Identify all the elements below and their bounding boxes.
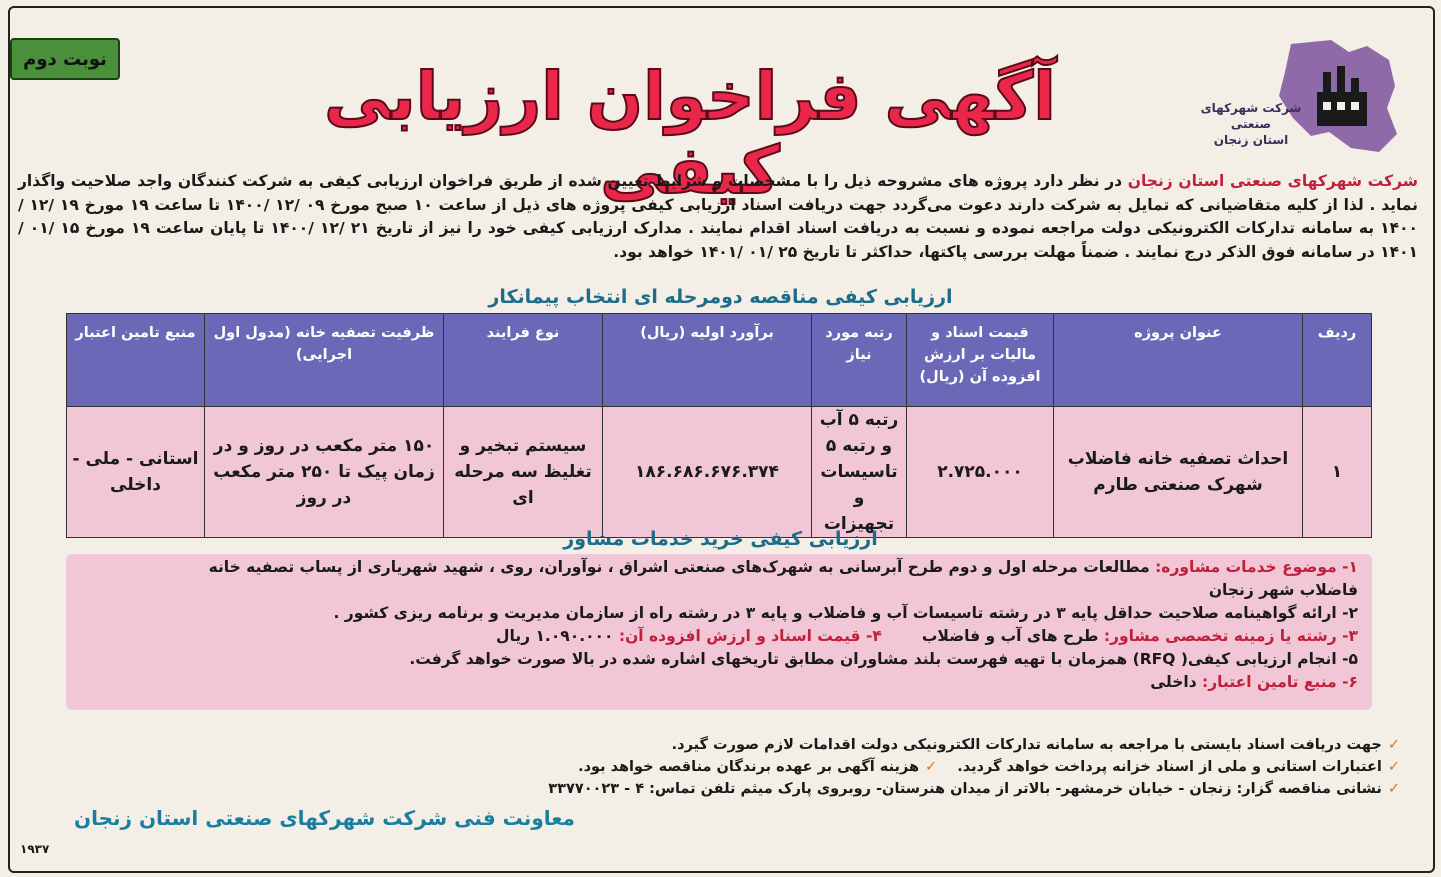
cell-plant-capacity: ۱۵۰ متر مکعب در روز و در زمان پیک تا ۲۵۰ متر مکعب در روز <box>205 407 444 538</box>
ad-title: آگهی فراخوان ارزیابی کیفی <box>324 58 1056 209</box>
header-row-number: ردیف <box>1303 314 1372 407</box>
cell-process-type: سیستم تبخیر و تغلیظ سه مرحله ای <box>444 407 603 538</box>
note-4 <box>60 778 1400 800</box>
cell-row-number: ۱ <box>1303 407 1372 538</box>
consult-item-6 <box>80 671 1358 694</box>
note-1 <box>60 734 1400 756</box>
header-initial-estimate: برآورد اولیه (ریال) <box>603 314 812 407</box>
checkmark-icon: ✓ <box>1387 759 1400 775</box>
header-document-price: قیمت اسناد و مالیات بر ارزش افزوده آن (ریال) <box>907 314 1054 407</box>
consult-item-1-text: مطالعات مرحله اول و دوم طرح آبرسانی به شهرک‌های صنعتی اشراق ، نوآوران، روی ، شهید شهریاری از پساب تصفیه خانه <box>208 558 1156 576</box>
consult-item-3-text: طرح های آب و فاضلاب <box>921 627 1104 645</box>
notes-list <box>60 734 1400 800</box>
table-row <box>67 407 1372 538</box>
table-header-row <box>67 314 1372 407</box>
header-funding-source: منبع تامین اعتبار <box>67 314 205 407</box>
intro-paragraph <box>18 170 1418 264</box>
cell-initial-estimate: ۱۸۶.۶۸۶.۶۷۶.۳۷۴ <box>603 407 812 538</box>
header-required-grade: رتبه مورد نیاز <box>812 314 907 407</box>
signature: معاونت فنی شرکت شهرکهای صنعتی استان زنجان <box>74 806 575 830</box>
consult-item-1-continued: فاضلاب شهر زنجان <box>1208 581 1358 599</box>
company-name <box>1191 100 1311 148</box>
consult-item-6-text: داخلی <box>1150 673 1203 691</box>
cell-project-title: احداث تصفیه خانه فاضلاب شهرک صنعتی طارم <box>1054 407 1303 538</box>
consult-items-3-4 <box>80 625 1358 648</box>
consultant-details-box <box>66 554 1372 710</box>
checkmark-icon: ✓ <box>925 759 938 775</box>
consult-item-4-text: ۱.۰۹۰.۰۰۰ ریال <box>496 627 619 645</box>
company-line2: استان زنجان <box>1213 133 1289 147</box>
intro-company: شرکت شهرکهای صنعتی استان زنجان <box>1127 172 1418 190</box>
consultant-section-title: ارزیابی کیفی خرید خدمات مشاور <box>563 528 878 550</box>
note-2-text: اعتبارات استانی و ملی از اسناد خزانه پرداخت خواهد گردید. <box>957 759 1382 775</box>
note-4-text: نشانی مناقصه گزار: زنجان - خیابان خرمشهر- بالاتر از میدان هنرستان- روبروی پارک میثم تلفن تماس: ۴ - ۳۳۷۷۰۰۲۳ <box>548 781 1382 797</box>
consult-item-2: ۲- ارائه گواهینامه صلاحیت حداقل پایه ۳ در رشته تاسیسات آب و فاضلاب و پایه ۳ در رشته راه از سازمان مدیریت و برنامه ریزی کشور . <box>333 604 1358 622</box>
tender-table <box>66 313 1372 538</box>
consult-item-3-label: ۳- رشته یا زمینه تخصصی مشاور: <box>1103 627 1358 645</box>
header-process-type: نوع فرایند <box>444 314 603 407</box>
checkmark-icon: ✓ <box>1387 737 1400 753</box>
cell-required-grade: رتبه ۵ آب و رتبه ۵ تاسیسات و تجهیزات <box>812 407 907 538</box>
note-2-3 <box>60 756 1400 778</box>
cell-document-price: ۲.۷۲۵.۰۰۰ <box>907 407 1054 538</box>
consult-item-6-label: ۶- منبع تامین اعتبار: <box>1202 673 1358 691</box>
company-line1: شرکت شهرکهای صنعتی <box>1200 101 1302 131</box>
company-logo <box>1191 32 1411 162</box>
consult-item-5: ۵- انجام ارزیابی کیفی( RFQ) همزمان با تهیه فهرست بلند مشاوران مطابق تاریخهای اشاره شده در بالا صورت خواهد گرفت. <box>409 650 1358 668</box>
checkmark-icon: ✓ <box>1387 781 1400 797</box>
contractor-section-title: ارزیابی کیفی مناقصه دومرحله ای انتخاب پیمانکار <box>488 286 953 308</box>
consult-item-1-label: ۱- موضوع خدمات مشاوره: <box>1155 558 1358 576</box>
header-plant-capacity: ظرفیت تصفیه خانه (مدول اول اجرایی) <box>205 314 444 407</box>
second-publication-badge: نوبت دوم <box>10 38 120 80</box>
note-1-text: جهت دریافت اسناد بایستی با مراجعه به سامانه تدارکات الکترونیکی دولت اقدامات لازم صورت گیرد. <box>671 737 1382 753</box>
header-project-title: عنوان پروژه <box>1054 314 1303 407</box>
note-3-text: هزینه آگهی بر عهده برندگان مناقصه خواهد بود. <box>578 759 920 775</box>
consult-item-1 <box>80 556 1358 579</box>
cell-funding-source: استانی - ملی - داخلی <box>67 407 205 538</box>
page-number: ۱۹۳۷ <box>20 842 50 856</box>
consult-item-4-label: ۴- قیمت اسناد و ارزش افزوده آن: <box>618 627 882 645</box>
intro-text: در نظر دارد پروژه های مشروحه ذیل را با مشخصات و شرایط تعیین شده از طریق فراخوان ارزیابی کیفی به شرکت کنندگان واجد صلاحیت واگذار نماید . لذا از کلیه متقاضیانی که تمایل به شرکت دارند دعوت می‌گردد جهت دریافت اسناد ارزیابی کیفی پروژه های ذیل از ساعت ۱۰ صبح مورخ ۰۹ /۱۲ /۱۴۰۰ تا ساعت ۱۹ مورخ ۱۹ /۱۲ /۱۴۰۰ به سامانه تدارکات الکترونیکی دولت مراجعه نموده و نسبت به دریافت اسناد اقدام نمایند . مدارک ارزیابی کیفی خود را نیز از تاریخ ۲۱ /۱۲ /۱۴۰۰ تا پایان ساعت ۱۹ مورخ ۱۵ /۰۱ /۱۴۰۱ در سامانه فوق الذکر درج نمایند . ضمناً مهلت بررسی پاکتها، حداکثر تا تاریخ ۲۵ /۰۱ /۱۴۰۱ خواهد بود. <box>18 172 1419 261</box>
